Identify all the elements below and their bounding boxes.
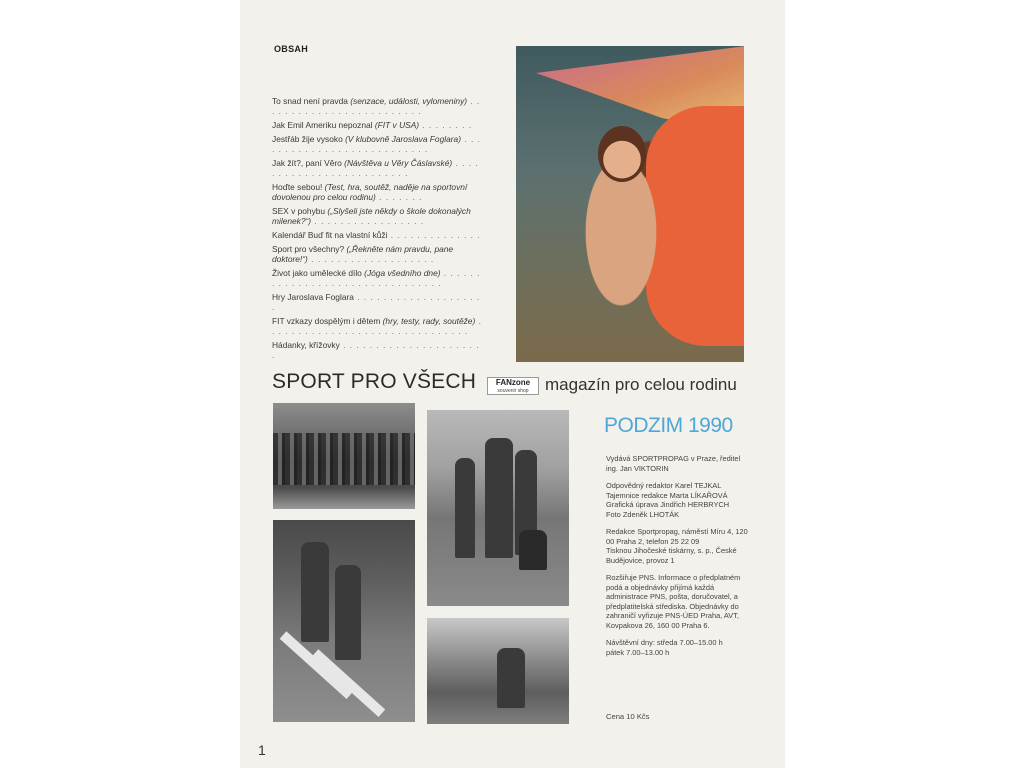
photo-outdoor-game [427, 618, 569, 724]
credits-paragraph: Odpovědný redaktor Karel TEJKAL Tajemnice redakce Marta LÍKAŘOVÁ Grafická úprava Jindřich HERBRYCH Foto Zdeněk LHOTÁK [606, 481, 730, 519]
toc-item: Jestřáb žije vysoko (V klubovně Jaroslava Foglara) . . . . . . . . . . . . . . . . . . . . . . . . . . . [272, 134, 481, 154]
credits-block [606, 454, 748, 665]
person-shape [566, 156, 676, 346]
issue-season: PODZIM 1990 [604, 414, 733, 437]
table-of-contents [272, 96, 484, 364]
photo-walk-with-dog [427, 410, 569, 606]
magazine-title: SPORT PRO VŠECH [272, 370, 477, 393]
toc-item: SEX v pohybu („Slyšeli jste někdy o škole dokonalých milenek?“) . . . . . . . . . . . . . . . . . [272, 206, 471, 226]
watermark-badge: FANzone souvenir shop [487, 377, 539, 395]
dog-shape [519, 530, 547, 570]
crowd-shape [273, 433, 415, 485]
magazine-subtitle: magazín pro celou rodinu [545, 375, 737, 394]
toc-item: Kalendář Buď fit na vlastní kůži . . . . . . . . . . . . . . [272, 230, 481, 240]
figure-shape [301, 542, 329, 642]
cover-photo-windsurfer [516, 46, 744, 362]
photo-race-crowd [273, 403, 415, 509]
toc-item: To snad není pravda (senzace, události, vylomeniny) . . . . . . . . . . . . . . . . . . . . . . . . . [272, 96, 481, 116]
toc-item: Jak Emil Ameriku nepoznal (FIT v USA) . . . . . . . . [272, 120, 473, 130]
toc-item: Hoďte sebou! (Test, hra, soutěž, naděje na sportovní dovolenou pro celou rodinu) . . . . . . . [272, 182, 468, 202]
photo-ski-game [273, 520, 415, 722]
toc-item: Sport pro všechny? („Řekněte nám pravdu, pane doktore!“) . . . . . . . . . . . . . . . . . . . [272, 244, 454, 264]
head-shape [598, 126, 646, 182]
price-label: Cena 10 Kčs [606, 712, 650, 721]
toc-item: Hádanky, křížovky . . . . . . . . . . . . . . . . . . . . . . [272, 340, 480, 360]
page-number: 1 [258, 742, 266, 758]
toc-heading: OBSAH [274, 44, 309, 54]
toc-item: Jak žít?, paní Věro (Návštěva u Věry Čáslavské) . . . . . . . . . . . . . . . . . . . . . . . . . [272, 158, 479, 178]
credits-paragraph: Rozšiřuje PNS. Informace o předplatném podá a objednávky přijímá každá administrace PNS, pošta, doručovatel, a předplatitelská střediska. Objednávky do zahraničí vyřizuje PNS-ÚED Praha, AVT, Kovpakova 26, 160 00 Praha 6. [606, 573, 741, 630]
figure-shape [497, 648, 525, 708]
figure-shape [485, 438, 513, 558]
figure-shape [335, 565, 361, 660]
credits-paragraph: Vydává SPORTPROPAG v Praze, ředitel ing. Jan VIKTORIN [606, 454, 741, 473]
credits-paragraph: Návštěvní dny: středa 7.00–15.00 h pátek 7.00–13.00 h [606, 638, 723, 657]
credits-paragraph: Redakce Sportpropag, náměstí Míru 4, 120 00 Praha 2, telefon 25 22 09 Tisknou Jihočeské tiskárny, s. p., České Budějovice, provoz 1 [606, 527, 748, 565]
figure-shape [455, 458, 475, 558]
toc-item: Život jako umělecké dílo (Jóga všedního dne) . . . . . . . . . . . . . . . . . . . . . . . . . . . . . . . . [272, 268, 481, 288]
toc-item: Hry Jaroslava Foglara . . . . . . . . . . . . . . . . . . . . [272, 292, 481, 312]
toc-item: FIT vzkazy dospělým i dětem (hry, testy, rady, soutěže) . . . . . . . . . . . . . . . . . . . . . . . . . . . . . . . [272, 316, 482, 336]
